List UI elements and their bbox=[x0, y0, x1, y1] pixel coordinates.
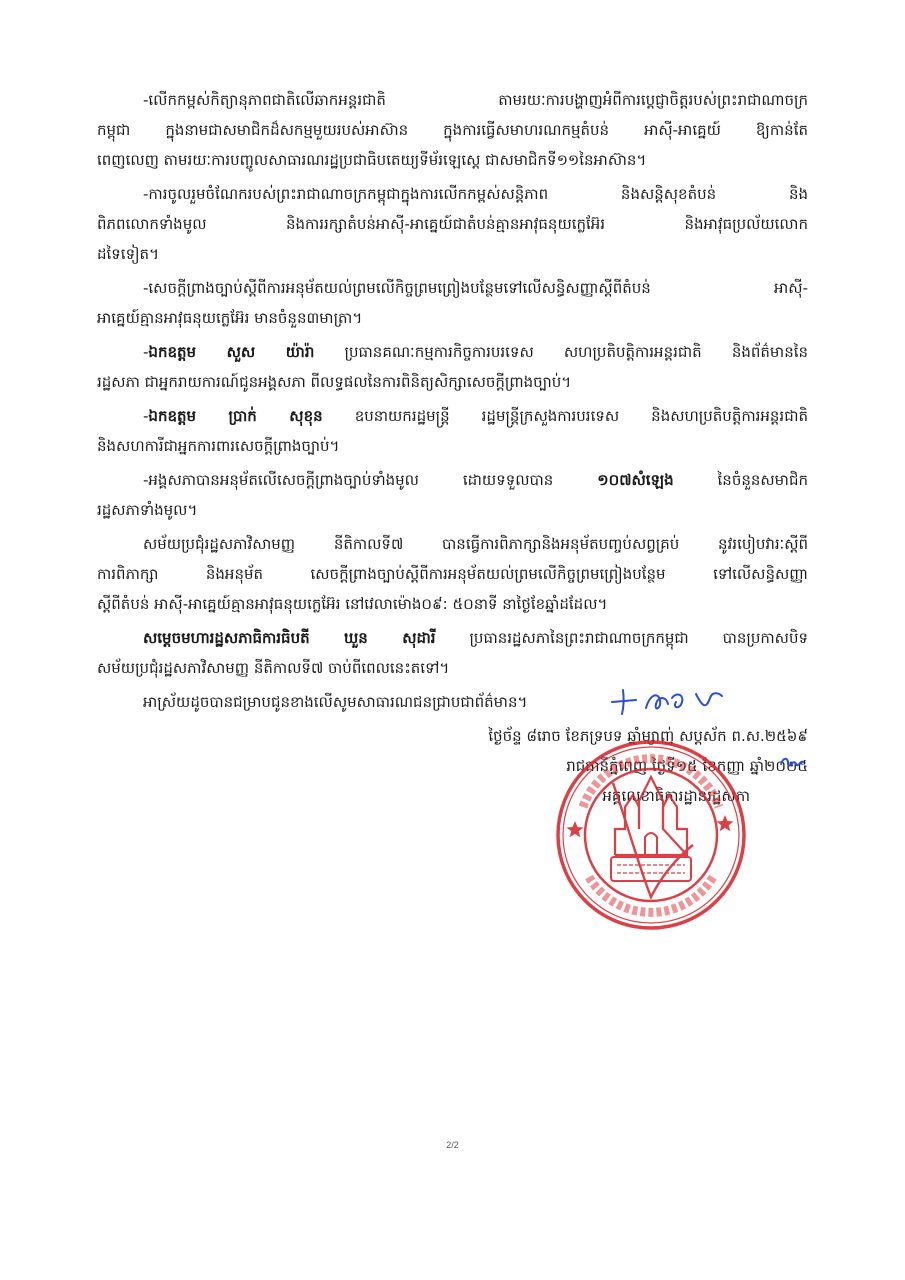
place-and-date: រាជធានីភ្នំពេញ ថ្ងៃទី១៥ ខែកញ្ញា ឆ្នាំ២០២៥ bbox=[566, 757, 808, 775]
handwritten-mark-icon bbox=[779, 752, 805, 772]
paragraph-line: -លើកកម្ពស់កិត្យានុភាពជាតិលើឆាកអន្តរជាតិ តាមរយៈការបង្ហាញអំពីការប្តេជ្ញាចិត្តរបស់ព្រះរាជាណាចក្រ bbox=[143, 91, 808, 109]
paragraph-line: -ការចូលរួមចំណែករបស់ព្រះរាជាណាចក្រកម្ពុជាក្នុងការលើកកម្ពស់សន្តិភាព និងសន្តិសុខតំបន់ និង bbox=[143, 185, 808, 203]
page-number: 2/2 bbox=[446, 1140, 459, 1150]
paragraph-line: ពេញលេញ តាមរយៈការបញ្ចូលសាធារណរដ្ឋប្រជាធិបតេយ្យទីម័រឡេស្តេ ជាសមាជិកទី១១នៃអាស៊ាន។ bbox=[97, 151, 647, 169]
paragraph-asean-integration bbox=[97, 85, 808, 175]
paragraph-line bbox=[97, 623, 808, 653]
vote-count: ១០៧សំឡេង bbox=[597, 471, 674, 489]
president-name: សម្តេចមហារដ្ឋសភាធិការធិបតី ឃួន សុដារី bbox=[143, 629, 436, 647]
paragraph-line: សម័យប្រជុំរដ្ឋសភាវិសាមញ្ញ នីតិកាលទី៧ បានធ្វើការពិភាក្សានិងអនុម័តបញ្ចប់សព្វគ្រប់ នូវរបៀបវារៈស្តីពី bbox=[143, 535, 808, 553]
paragraph-line: និងសហការីជាអ្នកការពារសេចក្តីព្រាងច្បាប់។ bbox=[97, 437, 340, 455]
paragraph-line: ស្តីពីតំបន់ អាស៊ី-អាគ្នេយ៍គ្មានអាវុធនុយក្លេអ៊ែរ នៅវេលាម៉ោង០៩: ៥០នាទី នាថ្ងៃខែឆ្នាំដដែល។ bbox=[97, 595, 608, 613]
line-text: ប្រធានរដ្ឋសភានៃព្រះរាជាណាចក្រកម្ពុជា បានប្រកាសបិទ bbox=[435, 629, 809, 647]
paragraph-defender bbox=[97, 401, 808, 461]
bullet-dash: - bbox=[143, 343, 149, 361]
paragraph-line: ដទៃទៀត។ bbox=[97, 245, 159, 263]
paragraph-line: រដ្ឋសភាទាំងមូល។ bbox=[97, 501, 198, 519]
paragraph-regional-peace bbox=[97, 179, 808, 269]
paragraph-line bbox=[97, 401, 808, 431]
paragraph-line: អាស្រ័យដូចបានជម្រាបជូនខាងលើសូមសាធារណជនជ្រាបជាព័ត៌មាន។ bbox=[143, 693, 528, 711]
defender-name: ឯកឧត្តម ប្រាក់ សុខុន bbox=[148, 407, 323, 425]
paragraph-session-closing bbox=[97, 623, 808, 683]
paragraph-vote-result bbox=[97, 465, 808, 525]
line-text: នៃចំនួនសមាជិក bbox=[673, 471, 808, 489]
paragraph-line: អាគ្នេយ៍គ្មានអាវុធនុយក្លេអ៊ែរ មានចំនួន៣មាត្រា។ bbox=[97, 309, 363, 327]
paragraph-line: រដ្ឋសភា ជាអ្នករាយការណ៍ជូនអង្គសភា ពីលទ្ធផលនៃការពិនិត្យសិក្សាសេចក្តីព្រាងច្បាប់។ bbox=[97, 373, 572, 391]
paragraph-line: កម្ពុជា ក្នុងនាមជាសមាជិកដ៏សកម្មមួយរបស់អាស៊ាន ក្នុងការធ្វើសមាហរណកម្មតំបន់ អាស៊ី-អាគ្នេយ៍ ឱ្យកាន់តែ bbox=[97, 121, 808, 139]
paragraph-line: -សេចក្តីព្រាងច្បាប់ស្តីពីការអនុម័តយល់ព្រមលើកិច្ចព្រមព្រៀងបន្ថែមទៅលើសន្ធិសញ្ញាស្តីពីតំបន់ អាស៊ី- bbox=[143, 279, 808, 297]
paragraph-line: ការពិភាក្សា និងអនុម័ត សេចក្តីព្រាងច្បាប់ស្តីពីការអនុម័តយល់ព្រមលើកិច្ចព្រមព្រៀងបន្ថែម ទៅលើសន្ធិសញ្ញា bbox=[97, 565, 808, 583]
paragraph-line bbox=[97, 337, 808, 367]
paragraph-line bbox=[97, 465, 808, 495]
line-text: ឧបនាយករដ្ឋមន្ត្រី រដ្ឋមន្ត្រីក្រសួងការបរទេស និងសហប្រតិបត្តិការអន្តរជាតិ bbox=[322, 407, 808, 425]
paragraph-session-conclusion bbox=[97, 529, 808, 619]
bullet-dash: - bbox=[143, 407, 149, 425]
line-text: ប្រធានគណៈកម្មការកិច្ចការបរទេស សហប្រតិបត្តិការអន្តរជាតិ និងព័ត៌មាននៃ bbox=[314, 343, 808, 361]
line-text: -អង្គសភាបានអនុម័តលើសេចក្តីព្រាងច្បាប់ទាំងមូល ដោយទទួលបាន bbox=[143, 471, 598, 489]
issuer-title: អគ្គលេខាធិការដ្ឋានរដ្ឋសភា bbox=[602, 787, 750, 805]
paragraph-line: ពិភពលោកទាំងមូល និងការរក្សាតំបន់អាស៊ី-អាគ្នេយ៍ជាតំបន់គ្មានអាវុធនុយក្លេអ៊ែរ និងអាវុធប្រល័យលោក bbox=[97, 215, 808, 233]
lunar-date: ថ្ងៃច័ន្ទ ៨រោច ខែភទ្របទ ឆ្នាំម្សាញ់ សប្តស័ក ព.ស.២៥៦៩ bbox=[488, 727, 808, 745]
official-seal-icon bbox=[553, 737, 749, 933]
paragraph-line: សម័យប្រជុំរដ្ឋសភាវិសាមញ្ញ នីតិកាលទី៧ ចាប់ពីពេលនេះតទៅ។ bbox=[97, 659, 450, 677]
paragraph-rapporteur bbox=[97, 337, 808, 397]
handwritten-initials-icon bbox=[606, 684, 730, 718]
rapporteur-name: ឯកឧត្តម សួស យ៉ារ៉ា bbox=[148, 343, 315, 361]
document-body bbox=[97, 85, 808, 721]
paragraph-draft-law-articles bbox=[97, 273, 808, 333]
